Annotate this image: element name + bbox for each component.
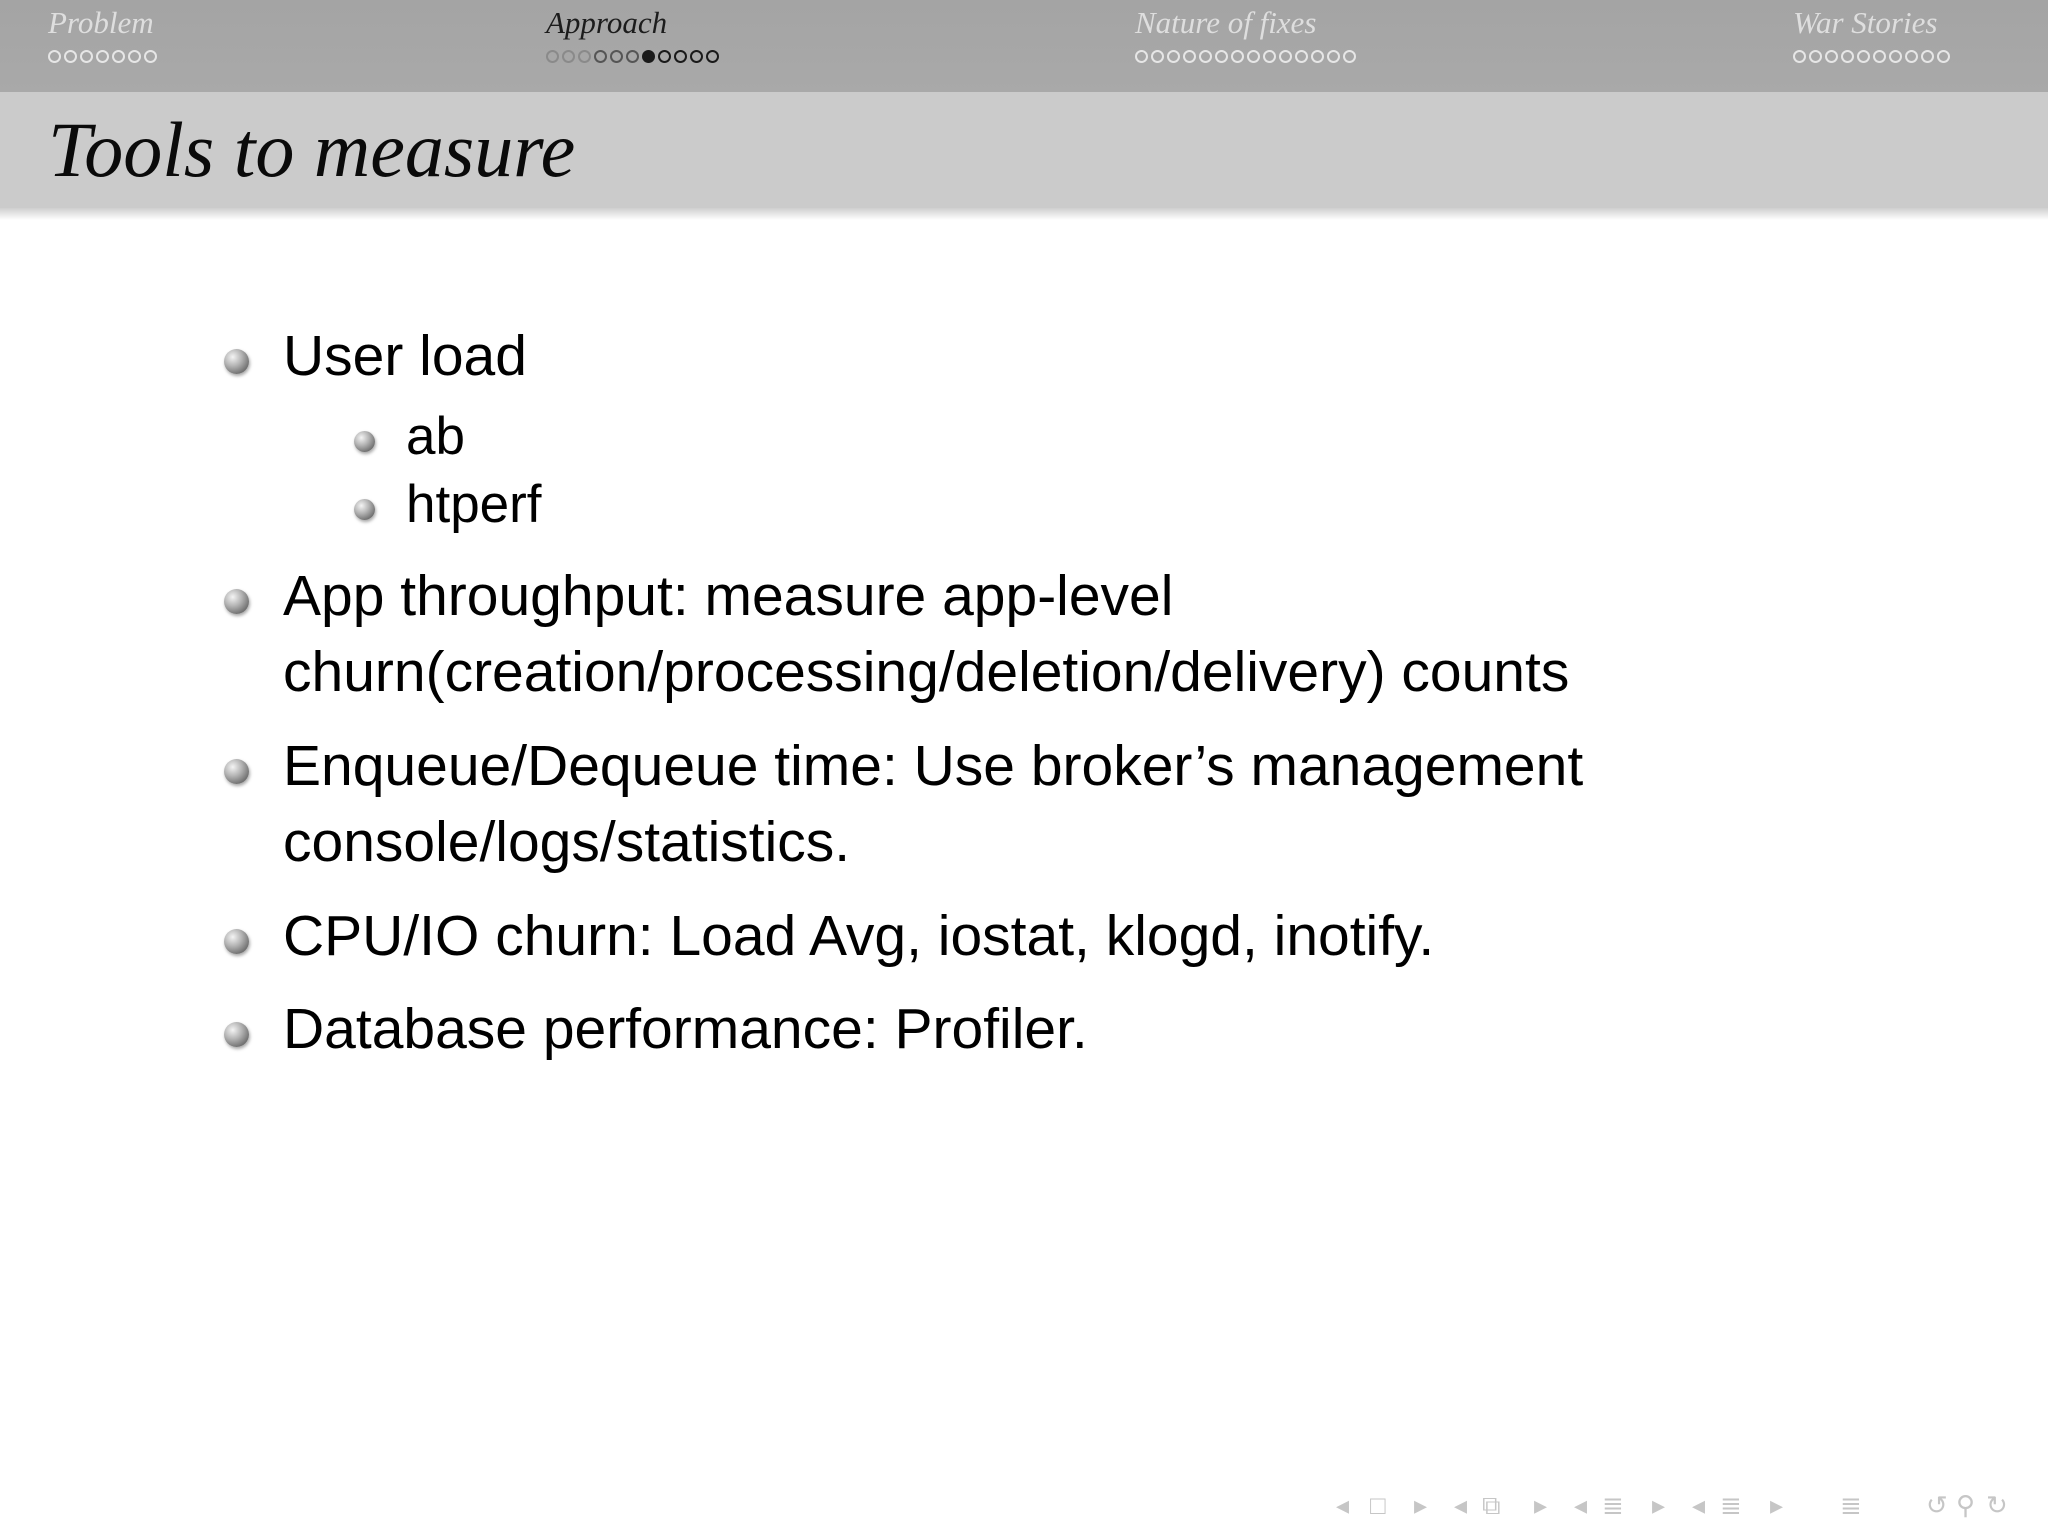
nav-section-title[interactable]: Nature of fixes — [1135, 5, 1317, 40]
next-frame-arrow-icon[interactable]: ▸ — [1534, 1490, 1548, 1520]
document-icon[interactable]: ≣ — [1840, 1490, 1862, 1520]
frame-dot[interactable] — [1809, 50, 1822, 63]
frame-icon[interactable]: ⧉ — [1482, 1490, 1501, 1520]
frame-dot[interactable] — [594, 50, 607, 63]
bullet-icon — [354, 431, 375, 452]
frame-dot[interactable] — [112, 50, 125, 63]
nav-section-problem[interactable] — [48, 6, 157, 63]
frame-dot[interactable] — [658, 50, 671, 63]
subsection-icon[interactable]: ≣ — [1602, 1490, 1624, 1520]
bullet-icon — [224, 759, 249, 784]
frame-dots — [1135, 50, 1356, 63]
list-item-line: Enqueue/Dequeue time: Use broker’s management — [283, 734, 1584, 798]
frame-dot[interactable] — [64, 50, 77, 63]
frame-dot[interactable] — [80, 50, 93, 63]
list-item-line: App throughput: measure app-level — [283, 564, 1174, 628]
frame-dot[interactable] — [1279, 50, 1292, 63]
sub-list-item: ab — [406, 407, 465, 466]
nav-section-title[interactable]: Problem — [48, 5, 154, 40]
nav-section-war-stories[interactable] — [1793, 6, 1950, 63]
search-icon[interactable]: ⚲ — [1956, 1490, 1976, 1520]
frame-title: Tools to measure — [48, 106, 576, 193]
frame-dot[interactable] — [546, 50, 559, 63]
slide-icon[interactable]: □ — [1370, 1490, 1386, 1520]
nav-section-nature-of-fixes[interactable] — [1135, 6, 1356, 63]
frame-dots — [1793, 50, 1950, 63]
sub-list-item: htperf — [406, 475, 542, 534]
frame-dot[interactable] — [1199, 50, 1212, 63]
frame-dot[interactable] — [48, 50, 61, 63]
frame-dot[interactable] — [1873, 50, 1886, 63]
frame-dot[interactable] — [1921, 50, 1934, 63]
frame-dot[interactable] — [1231, 50, 1244, 63]
prev-subsection-arrow-icon[interactable]: ◂ — [1574, 1490, 1588, 1520]
bullet-icon — [224, 349, 249, 374]
frame-title-bar — [0, 92, 2048, 208]
bullet-icon — [354, 499, 375, 520]
nav-section-approach[interactable] — [546, 6, 719, 63]
frame-dot[interactable] — [1167, 50, 1180, 63]
frame-dot[interactable] — [1841, 50, 1854, 63]
frame-dots — [546, 50, 719, 63]
frame-dot[interactable] — [1151, 50, 1164, 63]
back-icon[interactable]: ↺ — [1926, 1490, 1948, 1520]
frame-dot[interactable] — [1793, 50, 1806, 63]
frame-dot[interactable] — [1937, 50, 1950, 63]
prev-frame-arrow-icon[interactable]: ◂ — [1454, 1490, 1468, 1520]
frame-dot[interactable] — [144, 50, 157, 63]
bullet-icon — [224, 1022, 249, 1047]
frame-dot[interactable] — [562, 50, 575, 63]
frame-dot[interactable] — [626, 50, 639, 63]
list-item: CPU/IO churn: Load Avg, iostat, klogd, inotify. — [283, 904, 1435, 968]
navigation-symbols — [1330, 1487, 2030, 1527]
list-item: User load — [283, 324, 527, 388]
frame-dot[interactable] — [1183, 50, 1196, 63]
frame-dot[interactable] — [1135, 50, 1148, 63]
frame-dot[interactable] — [1215, 50, 1228, 63]
frame-dot[interactable] — [1905, 50, 1918, 63]
nav-section-title[interactable]: War Stories — [1793, 5, 1938, 40]
frame-dot[interactable] — [1295, 50, 1308, 63]
nav-section-title[interactable]: Approach — [546, 5, 668, 40]
frame-dot[interactable] — [610, 50, 623, 63]
forward-icon[interactable]: ↻ — [1986, 1490, 2008, 1520]
frame-dot[interactable] — [642, 50, 655, 63]
next-subsection-arrow-icon[interactable]: ▸ — [1652, 1490, 1666, 1520]
frame-dot[interactable] — [1343, 50, 1356, 63]
bullet-icon — [224, 929, 249, 954]
section-icon[interactable]: ≣ — [1720, 1490, 1742, 1520]
frame-dot[interactable] — [1247, 50, 1260, 63]
frame-dot[interactable] — [674, 50, 687, 63]
list-item: Database performance: Profiler. — [283, 997, 1088, 1061]
frame-dots — [48, 50, 157, 63]
frame-dot[interactable] — [1825, 50, 1838, 63]
frame-dot[interactable] — [1889, 50, 1902, 63]
frame-dot[interactable] — [1311, 50, 1324, 63]
frame-dot[interactable] — [1327, 50, 1340, 63]
next-section-arrow-icon[interactable]: ▸ — [1770, 1490, 1784, 1520]
frame-dot[interactable] — [1857, 50, 1870, 63]
prev-section-arrow-icon[interactable]: ◂ — [1692, 1490, 1706, 1520]
section-navigation — [0, 0, 2048, 92]
frame-dot[interactable] — [690, 50, 703, 63]
list-item-line: churn(creation/processing/deletion/delivery) counts — [283, 640, 1570, 704]
frame-dot[interactable] — [578, 50, 591, 63]
frame-dot[interactable] — [96, 50, 109, 63]
next-slide-arrow-icon[interactable]: ▸ — [1414, 1490, 1428, 1520]
prev-slide-arrow-icon[interactable]: ◂ — [1336, 1490, 1350, 1520]
frame-dot[interactable] — [706, 50, 719, 63]
frame-dot[interactable] — [1263, 50, 1276, 63]
bullet-icon — [224, 589, 249, 614]
list-item-line: console/logs/statistics. — [283, 810, 851, 874]
frame-dot[interactable] — [128, 50, 141, 63]
